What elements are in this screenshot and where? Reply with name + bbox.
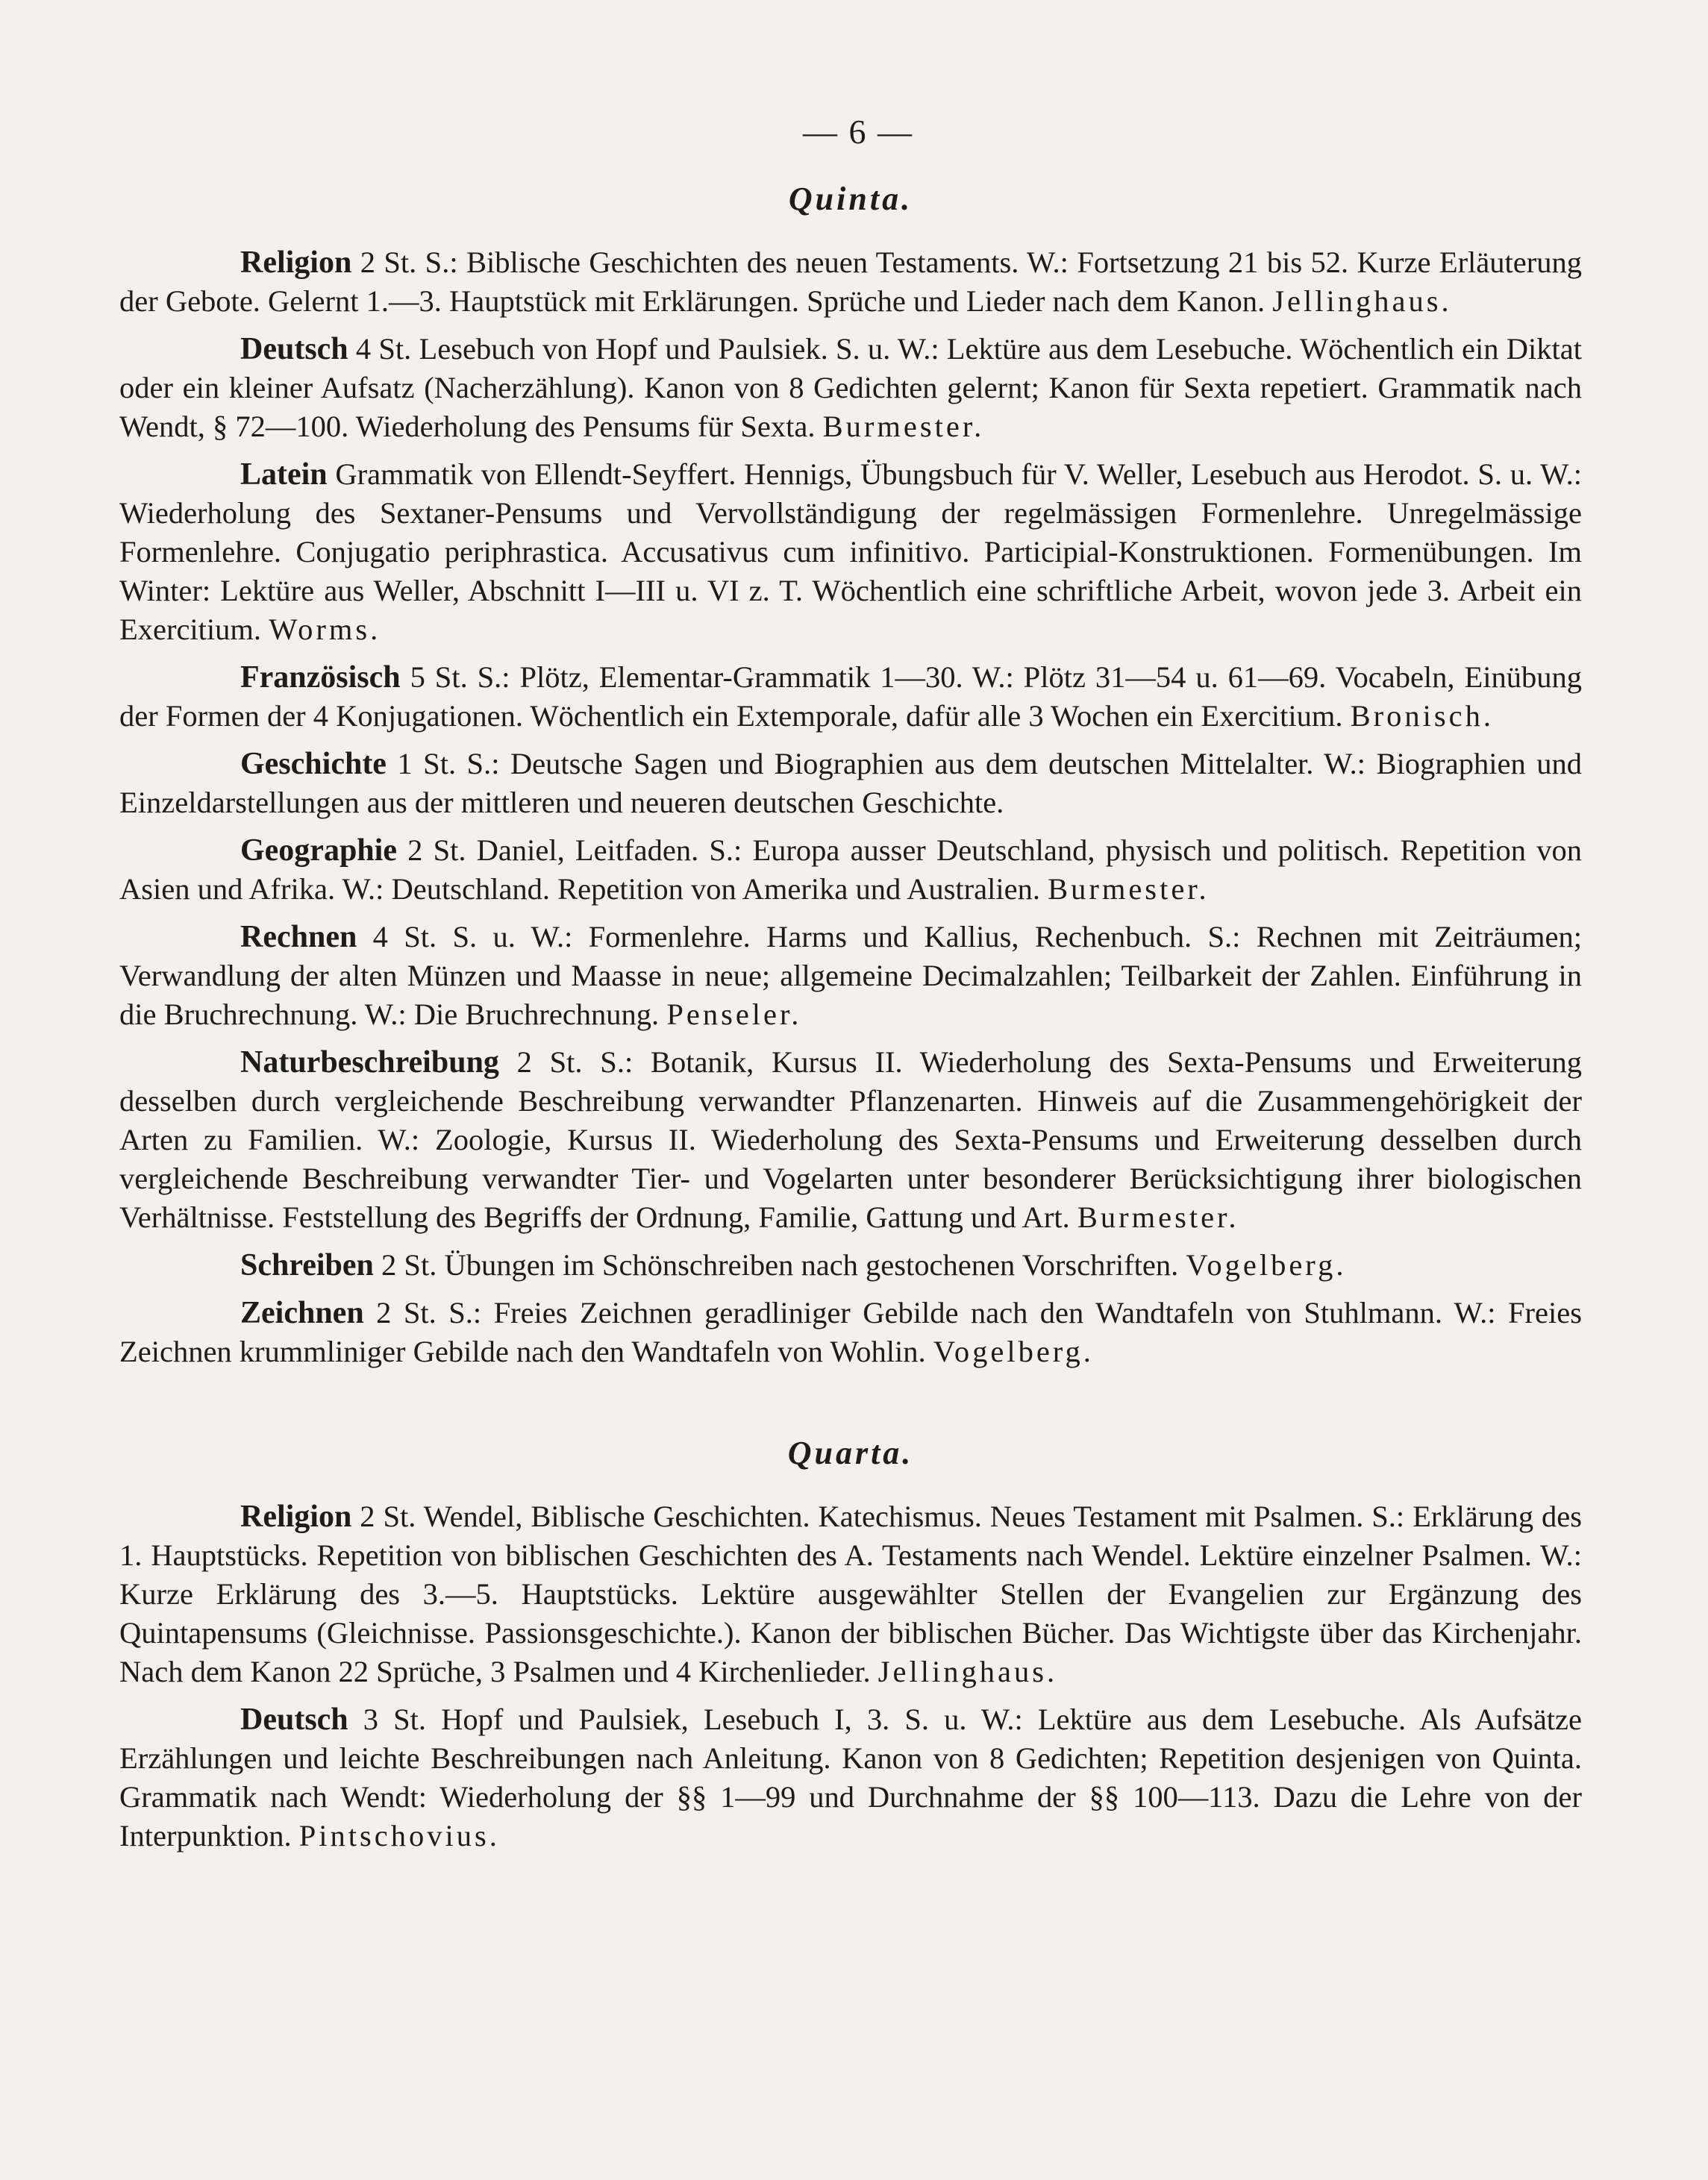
subject-heading: Schreiben bbox=[240, 1248, 374, 1282]
entry-naturbeschreibung bbox=[119, 1043, 1582, 1237]
teacher-name: Worms. bbox=[269, 613, 381, 646]
entry-deutsch bbox=[119, 1700, 1582, 1855]
section-quinta bbox=[119, 180, 1582, 1371]
section-title: Quarta. bbox=[787, 1435, 914, 1471]
entry-text: 2 St. S.: Botanik, Kursus II. Wiederholung des Sexta-Pensums und Erweiterung desselben durch vergleichende Beschreibung verwandter Pflanzenarten. Hinweis auf die Zusammengehörigkeit der Arten zu Familien. W.: Zoologie, Kursus II. Wiederholung des Sexta-Pensums und Erweiterung desselben durch vergleichende Beschreibung verwandter Tier- und Vogelarten unter besonderer Berücksichtigung ihrer biologischen Verhältnisse. Feststellung des Begriffs der Ordnung, Familie, Gattung und Art. bbox=[119, 1045, 1582, 1234]
teacher-name: Jellinghaus. bbox=[1272, 284, 1452, 318]
subject-heading: Religion bbox=[240, 1500, 352, 1534]
teacher-name: Pintschovius. bbox=[298, 1819, 500, 1852]
entry-franzoesisch bbox=[119, 658, 1582, 736]
entry-geographie bbox=[119, 831, 1582, 909]
entry-latein bbox=[119, 455, 1582, 649]
entry-deutsch bbox=[119, 330, 1582, 446]
entry-text: 5 St. S.: Plötz, Elementar-Grammatik 1—30. W.: Plötz 31—54 u. 61—69. Vocabeln, Einübung der Formen der 4 Konjugationen. Wöchentlich ein Extemporale, dafür alle 3 Wochen ein Exercitium. bbox=[119, 660, 1582, 733]
subject-heading: Geographie bbox=[240, 833, 397, 868]
entry-religion bbox=[119, 243, 1582, 321]
subject-heading: Rechnen bbox=[240, 920, 357, 954]
entry-zeichnen bbox=[119, 1294, 1582, 1371]
entry-text: 2 St. Daniel, Leitfaden. S.: Europa ausser Deutschland, physisch und politisch. Repetition von Asien und Afrika. W.: Deutschland. Repetition von Amerika und Australien. bbox=[119, 833, 1582, 906]
subject-heading: Religion bbox=[240, 245, 352, 280]
subject-heading: Zeichnen bbox=[240, 1296, 364, 1330]
teacher-name: Penseler. bbox=[666, 997, 802, 1031]
entry-text: 2 St. S.: Freies Zeichnen geradliniger Gebilde nach den Wandtafeln von Stuhlmann. W.: Freies Zeichnen krummliniger Gebilde nach den Wandtafeln von Wohlin. bbox=[119, 1296, 1582, 1368]
entry-text: Grammatik von Ellendt-Seyffert. Hennigs, Übungsbuch für V. Weller, Lesebuch aus Herodot. S. u. W.: Wiederholung des Sextaner-Pensums und Vervollständigung der regelmässigen Formenlehre. Unregelmässige Formenlehre. Conjugatio periphrastica. Accusativus cum infinitivo. Participial-Konstruktionen. Formenübungen. Im Winter: Lektüre aus Weller, Abschnitt I—III u. VI z. T. Wöchentlich eine schriftliche Arbeit, wovon jede 3. Arbeit ein Exercitium. bbox=[119, 457, 1582, 646]
teacher-name: Burmester. bbox=[1048, 872, 1210, 906]
entry-schreiben bbox=[119, 1246, 1582, 1285]
entry-text: 3 St. Hopf und Paulsiek, Lesebuch I, 3. S. u. W.: Lektüre aus dem Lesebuche. Als Aufsätze Erzählungen und leichte Beschreibungen nach Anleitung. Kanon von 8 Gedichten; Repetition desjenigen von Quinta. Grammatik nach Wendt: Wiederholung der §§ 1—99 und Durchnahme der §§ 100—113. Dazu die Lehre von der Interpunktion. bbox=[119, 1703, 1582, 1852]
teacher-name: Vogelberg. bbox=[933, 1335, 1094, 1368]
teacher-name: Bronisch. bbox=[1350, 699, 1494, 733]
entry-text: 2 St. Wendel, Biblische Geschichten. Katechismus. Neues Testament mit Psalmen. S.: Erklärung des 1. Hauptstücks. Repetition von biblischen Geschichten des A. Testaments nach Wendel. Lektüre einzelner Psalmen. W.: Kurze Erklärung des 3.—5. Hauptstücks. Lektüre ausgewählter Stellen der Evangelien zur Ergänzung des Quintapensums (Gleichnisse. Passionsgeschichte.). Kanon der biblischen Bücher. Das Wichtigste über das Kirchenjahr. Nach dem Kanon 22 Sprüche, 3 Psalmen und 4 Kirchenlieder. bbox=[119, 1500, 1582, 1688]
subject-heading: Deutsch bbox=[240, 1703, 348, 1737]
teacher-name: Burmester. bbox=[1077, 1200, 1239, 1234]
entry-text: 1 St. S.: Deutsche Sagen und Biographien aus dem deutschen Mittelalter. W.: Biographien und Einzeldarstellungen aus der mittleren und neueren deutschen Geschichte. bbox=[119, 747, 1582, 819]
page-number: — 6 — bbox=[803, 113, 913, 151]
subject-heading: Latein bbox=[240, 457, 328, 492]
teacher-name: Jellinghaus. bbox=[878, 1655, 1058, 1688]
section-title: Quinta. bbox=[788, 181, 913, 217]
entry-text: 2 St. S.: Biblische Geschichten des neuen Testaments. W.: Fortsetzung 21 bis 52. Kurze Erläuterung der Gebote. Gelernt 1.—3. Hauptstück mit Erklärungen. Sprüche und Lieder nach dem Kanon. bbox=[119, 245, 1582, 318]
teacher-name: Vogelberg. bbox=[1186, 1248, 1347, 1282]
subject-heading: Deutsch bbox=[240, 332, 348, 366]
subject-heading: Naturbeschreibung bbox=[240, 1045, 499, 1080]
section-quarta bbox=[119, 1434, 1582, 1855]
entry-geschichte bbox=[119, 745, 1582, 822]
entry-rechnen bbox=[119, 918, 1582, 1034]
document-page bbox=[119, 112, 1582, 1864]
entry-text: 2 St. Übungen im Schönschreiben nach gestochenen Vorschriften. bbox=[373, 1248, 1186, 1282]
teacher-name: Burmester. bbox=[822, 410, 985, 443]
entry-religion bbox=[119, 1497, 1582, 1691]
subject-heading: Geschichte bbox=[240, 747, 387, 781]
entry-text: 4 St. Lesebuch von Hopf und Paulsiek. S. u. W.: Lektüre aus dem Lesebuche. Wöchentlich ein Diktat oder ein kleiner Aufsatz (Nacherzählung). Kanon von 8 Gedichten gelernt; Kanon für Sexta repetiert. Grammatik nach Wendt, § 72—100. Wiederholung des Pensums für Sexta. bbox=[119, 332, 1582, 443]
entry-text: 4 St. S. u. W.: Formenlehre. Harms und Kallius, Rechenbuch. S.: Rechnen mit Zeiträumen; Verwandlung der alten Münzen und Maasse in neue; allgemeine Decimalzahlen; Teilbarkeit der Zahlen. Einführung in die Bruchrechnung. W.: Die Bruchrechnung. bbox=[119, 920, 1582, 1031]
subject-heading: Französisch bbox=[240, 660, 401, 695]
